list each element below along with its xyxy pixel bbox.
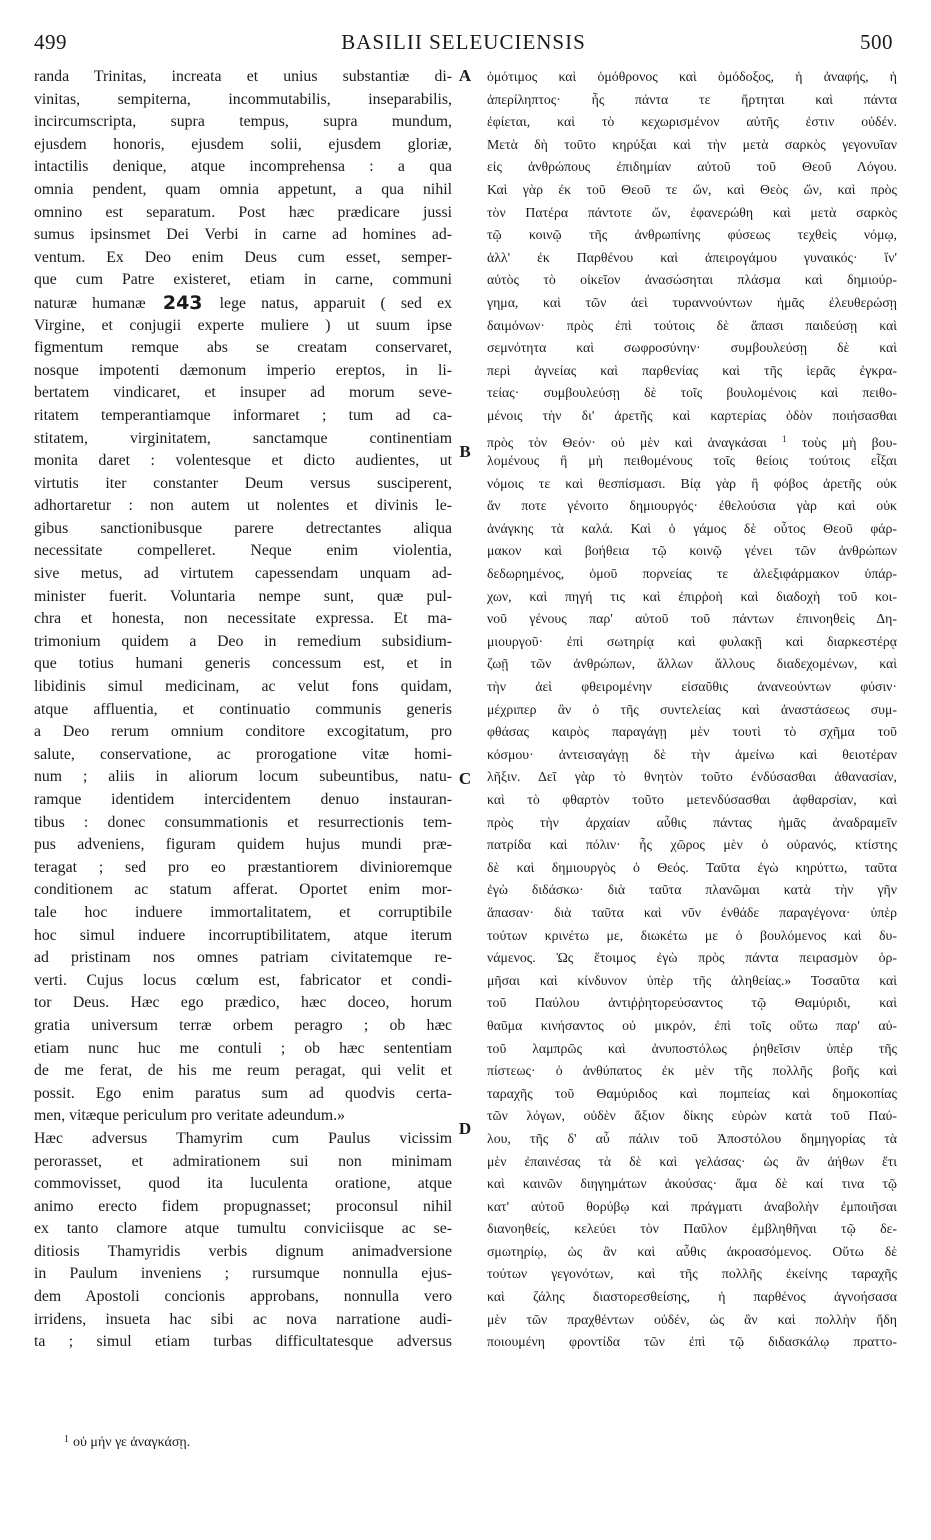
greek-line: λου, τῆς δ' αὖ πάλιν τοῦ Ἀποστόλου δημηγορίας τὰ — [487, 1130, 897, 1146]
latin-line: commovisset, quod ita luculenta oratione, atque — [34, 1175, 452, 1193]
page-number-left: 499 — [34, 30, 67, 54]
greek-line: μὲν ἐπαινέσας τὰ δὲ καὶ γελάσας· ὡς ἂν ἀήθων ἔτι — [487, 1153, 897, 1169]
latin-line: de me ferat, de his me reum peragat, qui velit et — [34, 1062, 452, 1080]
greek-line: δαιμόνων· πρὸς ἐπὶ τούτοις δὲ ἅπασι παιδεύσῃ καὶ — [487, 317, 897, 333]
greek-line: ποιουμένη φροντίδα τῶν ἐπὶ τῷ διδασκάλῳ πραττο- — [487, 1334, 897, 1350]
latin-line: libidinis simul medicinam, ac velut fons quidam, — [34, 678, 452, 696]
latin-line: monita daret : volentesque et dicto audientes, ut — [34, 452, 452, 470]
greek-line: Μετὰ δὴ τοῦτο κηρύξαι καὶ τὴν μετὰ σαρκὸς γεγονυῖαν — [487, 136, 897, 152]
latin-line: a Deo rerum omnium conditore excogitatum, pro — [34, 723, 452, 741]
latin-line-part: lege natus, apparuit ( sed ex — [219, 294, 452, 312]
greek-line: τείας· συμβουλεύσῃ δὲ τοῖς βουλομένοις καὶ πειθο- — [487, 385, 897, 401]
greek-line: διανοηθείς, κελεύει τὸν Παῦλον ἐμβληθῆναι τῷ δε- — [487, 1221, 897, 1237]
latin-line: ex tanto clamore atque tumultu conviciisque ac se- — [34, 1220, 452, 1238]
latin-line: gratia universum terræ orbem peragro ; ob hæc — [34, 1016, 452, 1034]
latin-line: teragat ; sed pro eo præstantiorem divinioremque — [34, 858, 452, 876]
latin-line: in Paulum inveniens ; rursumque nonnulla ejus- — [34, 1265, 452, 1283]
latin-line: conditionem ac statum afferat. Oportet enim mor- — [34, 881, 452, 899]
greek-line: ἀλλ' ἐκ Παρθένου καὶ ἀπειρογάμου γυναικός· ἵν' — [487, 249, 897, 265]
greek-line: τοῦ λαμπρῶς καὶ ἀνυποστόλως ῥηθεῖσιν ὑπὲρ τῆς — [487, 1040, 897, 1056]
greek-line: μῆσαι καὶ κίνδυνον ὑπὲρ τῆς ἀληθείας.» Τοσαῦτα καὶ — [487, 972, 897, 988]
greek-line: δὲ καὶ δημιουργὸς ὁ Θεός. Ταῦτα ἐγὼ κηρύττω, ταῦτα — [487, 859, 897, 875]
footnote-reference: 1 — [782, 433, 787, 444]
latin-line: nosque impotenti dæmonum imperio ereptos, in li- — [34, 361, 452, 379]
greek-line: μακον καὶ βοήθεια τῷ κοινῷ γένει τῶν ἀνθρώπων — [487, 543, 897, 559]
greek-line: ἀνάγκης τὰ καλά. Καὶ ὁ γάμος δὲ οὗτος Θεοῦ φάρ- — [487, 520, 897, 536]
greek-line: ὁμότιμος καὶ ὁμόθρονος καὶ ὁμόδοξος, ἡ ἀναφής, ἡ — [487, 69, 897, 84]
footnote — [64, 1434, 190, 1451]
latin-line: virtutis iter constanter Deum versus susciperent, — [34, 474, 452, 492]
latin-line: randa Trinitas, increata et unius substantiæ di- — [34, 68, 452, 85]
greek-line: χων, καὶ πηγή τις καὶ ἐπιρῤοὴ καὶ διαδοχὴ τοῦ κοι- — [487, 588, 897, 604]
latin-line: ta ; simul etiam turbas difficultatesque adversus — [34, 1333, 452, 1351]
latin-line: ejusdem honoris, ejusdem solii, ejusdem gloriæ, — [34, 135, 452, 153]
page-break-marker: 243 — [162, 291, 203, 314]
greek-line-part: τοὺς μὴ βου- — [801, 434, 897, 450]
greek-line: κόσμου· ἀντεισαγάγῃ δὲ τὴν ἀμείνω καὶ θειοτέραν — [487, 746, 897, 762]
latin-line-part: naturæ humanæ — [34, 294, 146, 312]
greek-line: κατ' αὐτοῦ θορύβῳ καὶ πράγματι ἀναβολὴν ἐμποιῆσαι — [487, 1198, 897, 1214]
greek-line: καὶ τὸ φθαρτὸν τοῦτο μετενδύσασθαι ἀφθαρσίαν, καὶ — [487, 792, 897, 807]
latin-line: tibus : donec consummationis et resurrectionis tem- — [34, 813, 452, 831]
greek-line: μέχριπερ ἂν ὁ τῆς συντελείας καὶ ἀναστάσεως συμ- — [487, 701, 897, 717]
greek-line-with-footnote-ref — [487, 428, 897, 451]
greek-line: ταραχῆς τοῦ Θαμύριδος καὶ πομπείας καὶ δημοκοπίας — [487, 1085, 897, 1101]
latin-line: ritatem temperantiamque informaret ; tum ad ca- — [34, 406, 452, 424]
greek-line: τὸν Πατέρα πάντοτε ὤν, ἐφανερώθη καὶ μετὰ σαρκὸς — [487, 204, 897, 220]
footnote-text: οὐ μήν γε ἀναγκάσῃ. — [73, 1435, 191, 1450]
latin-line: ventum. Ex Deo enim Deus cum esset, semper- — [34, 248, 452, 266]
latin-line: sive metus, ad virtutem capessendam unquam ad- — [34, 565, 452, 583]
latin-line: animo erecto fidem propugnasset; proconsul nihil — [34, 1197, 452, 1215]
latin-line: Hæc adversus Thamyrim cum Paulus vicissim — [34, 1129, 452, 1147]
latin-line: verti. Cujus locus cœlum est, fabricator et condi- — [34, 971, 452, 989]
greek-line: ἄν ποτε γένοιτο δημιουργός· ἐθελούσια γὰρ καὶ οὐκ — [487, 498, 897, 514]
greek-line: ἅπασαν· διὰ ταῦτα καὶ νῦν ἐνθάδε παραγέγονα· ὑπὲρ — [487, 904, 897, 920]
latin-line: trimonium quidem a Deo in remedium subsidium- — [34, 632, 452, 650]
greek-line: ἐγὼ διδάσκω· διὰ ταῦτα πλανῶμαι κατὰ τὴν γῆν — [487, 882, 897, 898]
latin-line: intactilis denique, atque incomprehensa : a qua — [34, 158, 452, 176]
greek-line: σεμνότητα καὶ σωφροσύνην· συμβουλεύσῃ δὲ καὶ — [487, 340, 897, 356]
latin-line: que cum Patre existeret, etiam in carne, communi — [34, 271, 452, 289]
greek-line-part: πρὸς τὸν Θεόν· οὐ μὲν καὶ ἀναγκάσαι — [487, 434, 767, 450]
greek-line: γημα, καὶ τῶν ἀεὶ τυραννούντων ἡμᾶς ἐλευθερώσῃ — [487, 294, 897, 310]
greek-line: λομένους ἢ μὴ πειθομένους τοῖς θείοις τούτοις εἶξαι — [487, 453, 897, 469]
greek-line: ἐφίεται, καὶ τὸ κεχωρισμένον αὐτῆς ἐστιν οὐδέν. — [487, 114, 897, 130]
greek-line: αὐτὸς τὸ οἰκεῖον ἀνασώσηται πλάσμα καὶ δημιούρ- — [487, 272, 897, 288]
latin-line: incircumscripta, supra tempus, supra mundum, — [34, 113, 452, 131]
greek-line: μιουργοῦ· ἐπὶ σωτηρίᾳ καὶ φυλακῇ καὶ διαρκεστέρᾳ — [487, 633, 897, 649]
page-header — [34, 30, 893, 62]
latin-line: etiam nunc huc me contuli ; ob hæc sententiam — [34, 1039, 452, 1057]
latin-line-with-page-break — [34, 292, 452, 315]
greek-column — [487, 66, 897, 1354]
greek-line: πίστεως· ὁ ἀνθύπατος ἐκ μὲν τῆς πολλῆς βοῆς καὶ — [487, 1063, 897, 1079]
latin-line: hoc simul induere incorruptibilitatem, atque iterum — [34, 926, 452, 944]
greek-line: λῆξιν. Δεῖ γὰρ τὸ θνητὸν τοῦτο ἐνδύσασθαι ἀθανασίαν, — [487, 769, 897, 785]
latin-line: necessitate compelleret. Neque enim violentia, — [34, 542, 452, 560]
latin-line: tor Deus. Hæc ego prædico, hæc doceo, horum — [34, 994, 452, 1012]
greek-line: τούτων κρινέτω με, διωκέτω με ὁ βουλόμενος καὶ δυ- — [487, 927, 897, 943]
greek-line: μὲν τῶν πραχθέντων οὐδέν, ὡς ἂν καὶ πολλὴν ἤδη — [487, 1311, 897, 1327]
greek-line: καὶ ζάλης διαστορεσθείσης, ἡ παρθένος ἀγνοήσασα — [487, 1289, 897, 1305]
greek-line: πατρίδα καὶ πόλιν· ἧς χῶρος μὲν ὁ οὐρανός, κτίστης — [487, 837, 897, 853]
greek-line: σμωτηρίῳ, ὡς ἂν καὶ αὖθις ἀκροασόμενος. Οὕτω δὲ — [487, 1243, 897, 1259]
latin-line: chra et honesta, non necessitate expressa. Et ma- — [34, 610, 452, 628]
latin-line: num ; aliis in aliorum locum subeuntibus, natu- — [34, 768, 452, 786]
latin-line: adhortaretur : non autem ut nolentes et divinis le- — [34, 497, 452, 515]
margin-marker-b: B — [459, 442, 471, 461]
greek-line: περὶ ἁγνείας καὶ παρθενίας καὶ τῆς ἱερᾶς ἐγκρα- — [487, 362, 897, 378]
latin-line: ditiosis Thamyridis verbis dignum animadversione — [34, 1242, 452, 1260]
greek-line: Καὶ γὰρ ἐκ τοῦ Θεοῦ τε ὤν, καὶ Θεὸς ὤν, καὶ πρὸς — [487, 181, 897, 197]
latin-line: tale hoc induere immortalitatem, et corruptibile — [34, 903, 452, 921]
greek-line: ζωῇ τῶν ἀνθρώπων, ἄλλων ἄλλους διαδεχομένων, καὶ — [487, 656, 897, 672]
running-title: BASILII SELEUCIENSIS — [341, 30, 586, 54]
greek-line: τῷ κοινῷ τῆς ἀνθρωπίνης φύσεως τεχθεὶς νόμῳ, — [487, 227, 897, 243]
margin-marker-d: D — [458, 1119, 472, 1138]
latin-line: men, vitæque periculum pro veritate adeundum.» — [34, 1107, 346, 1125]
latin-line: irridens, insueta hac sibi ac nova narratione audi- — [34, 1310, 452, 1328]
latin-line: bertatem vindicaret, et insuper ad morum seve- — [34, 384, 452, 402]
latin-line: salute, conservatione, ac prorogatione vitæ homi- — [34, 745, 452, 763]
margin-marker-a: A — [458, 66, 472, 85]
latin-line: gibus sanctionibusque parere detrectantes aliqua — [34, 519, 452, 537]
greek-line: τὴν ἀεὶ φθειρομένην εἰσαῦθις ἀνανεούντων φύσιν· — [487, 679, 897, 695]
latin-line: sumus ipsinsmet Dei Verbi in carne ad homines ad- — [34, 226, 452, 244]
greek-line: εἰς ἀνθρώπους ἐπιδημίαν αὐτοῦ τοῦ Θεοῦ Λόγου. — [487, 159, 897, 175]
latin-line: omnia pendent, quam omnia appetunt, a qua nihil — [34, 180, 452, 198]
greek-line: τοῦ Παύλου ἀντιῤῥητορεύσαντος τῷ Θαμύριδι, καὶ — [487, 995, 897, 1011]
latin-line: atque affluentia, et continuatio communis generis — [34, 700, 452, 718]
greek-line: δεδωρημένος, ὁμοῦ πορνείας τε ἀλεξιφάρμακον ὑπάρ- — [487, 566, 897, 582]
latin-line: minister fuerit. Voluntaria nempe sunt, quæ pul- — [34, 587, 452, 605]
footnote-mark: 1 — [64, 1434, 69, 1445]
latin-line: ad pristinam nos omnes patriam civitatemque re- — [34, 949, 452, 967]
greek-line: νάμενος. Ὡς ἕτοιμος ἐγὼ πρὸς πάντα πειρασμὸν ὁρ- — [487, 950, 897, 966]
latin-line: que totius humani generis concessum est, et in — [34, 655, 452, 673]
greek-line: φθάσας καιρὸς παραγάγῃ μὲν τουτὶ τὸ σχῆμα τοῦ — [487, 724, 897, 740]
latin-line: ramque identidem intercidentem denuo instauran- — [34, 791, 452, 808]
latin-line: Virgine, et conjugii experte muliere ) ut suum ipse — [34, 316, 452, 334]
greek-line: νόμοις τε καὶ θεσπίσμασι. Βίᾳ γὰρ ἢ φόβος ἀρετῆς οὐκ — [487, 475, 897, 491]
latin-column — [34, 66, 452, 1354]
greek-line: μένοις τὴν δι' ἀρετῆς καὶ καρτερίας ὁδὸν ποιήσασθαι — [487, 407, 897, 423]
greek-line: πρὸς τὴν ἀρχαίαν αὖθις πάντας ἡμᾶς ἀναδραμεῖν — [487, 814, 897, 830]
latin-line: stitatem, virginitatem, sanctamque continentiam — [34, 429, 452, 447]
greek-line: ἀπερίληπτος· ἧς πάντα τε ἤρτηται καὶ πάντα — [487, 91, 897, 107]
greek-line: τούτων γεγονότων, καὶ τῆς πολλῆς ἐκείνης ταραχῆς — [487, 1266, 897, 1282]
latin-line: pus adveniens, figuram quidem hujus mundi præ- — [34, 836, 452, 854]
greek-line: τῶν λόγων, οὐδὲν ἄξιον δίκης εὑρὼν κατὰ τοῦ Παύ- — [487, 1108, 897, 1124]
greek-line: θαῦμα κινήσαντος οὐ μικρόν, ἐπὶ τοῖς οὕτω παρ' αὐ- — [487, 1017, 897, 1033]
latin-line: vinitas, sempiterna, incommutabilis, inseparabilis, — [34, 90, 452, 108]
latin-line: perorasset, et admirationem sui non minimam — [34, 1152, 452, 1170]
latin-line: omnino est separatum. Post hæc prædicare jussi — [34, 203, 452, 221]
latin-line: possit. Ego enim paratus sum ad quodvis certa- — [34, 1084, 452, 1102]
greek-line: νοῦ γένους παρ' αὐτοῦ τοῦ πάντων ἐπινοηθεὶς Δη- — [487, 611, 897, 627]
greek-line: καὶ καινῶν διηγημάτων ἀκούσας· ἅμα δὲ καί τινα τῷ — [487, 1176, 897, 1192]
latin-line: dem Apostoli concionis approbans, nonnulla vero — [34, 1288, 452, 1306]
latin-line: figmentum remque abs se creatam conservaret, — [34, 339, 452, 357]
page-number-right: 500 — [860, 30, 893, 54]
margin-marker-c: C — [458, 769, 472, 788]
